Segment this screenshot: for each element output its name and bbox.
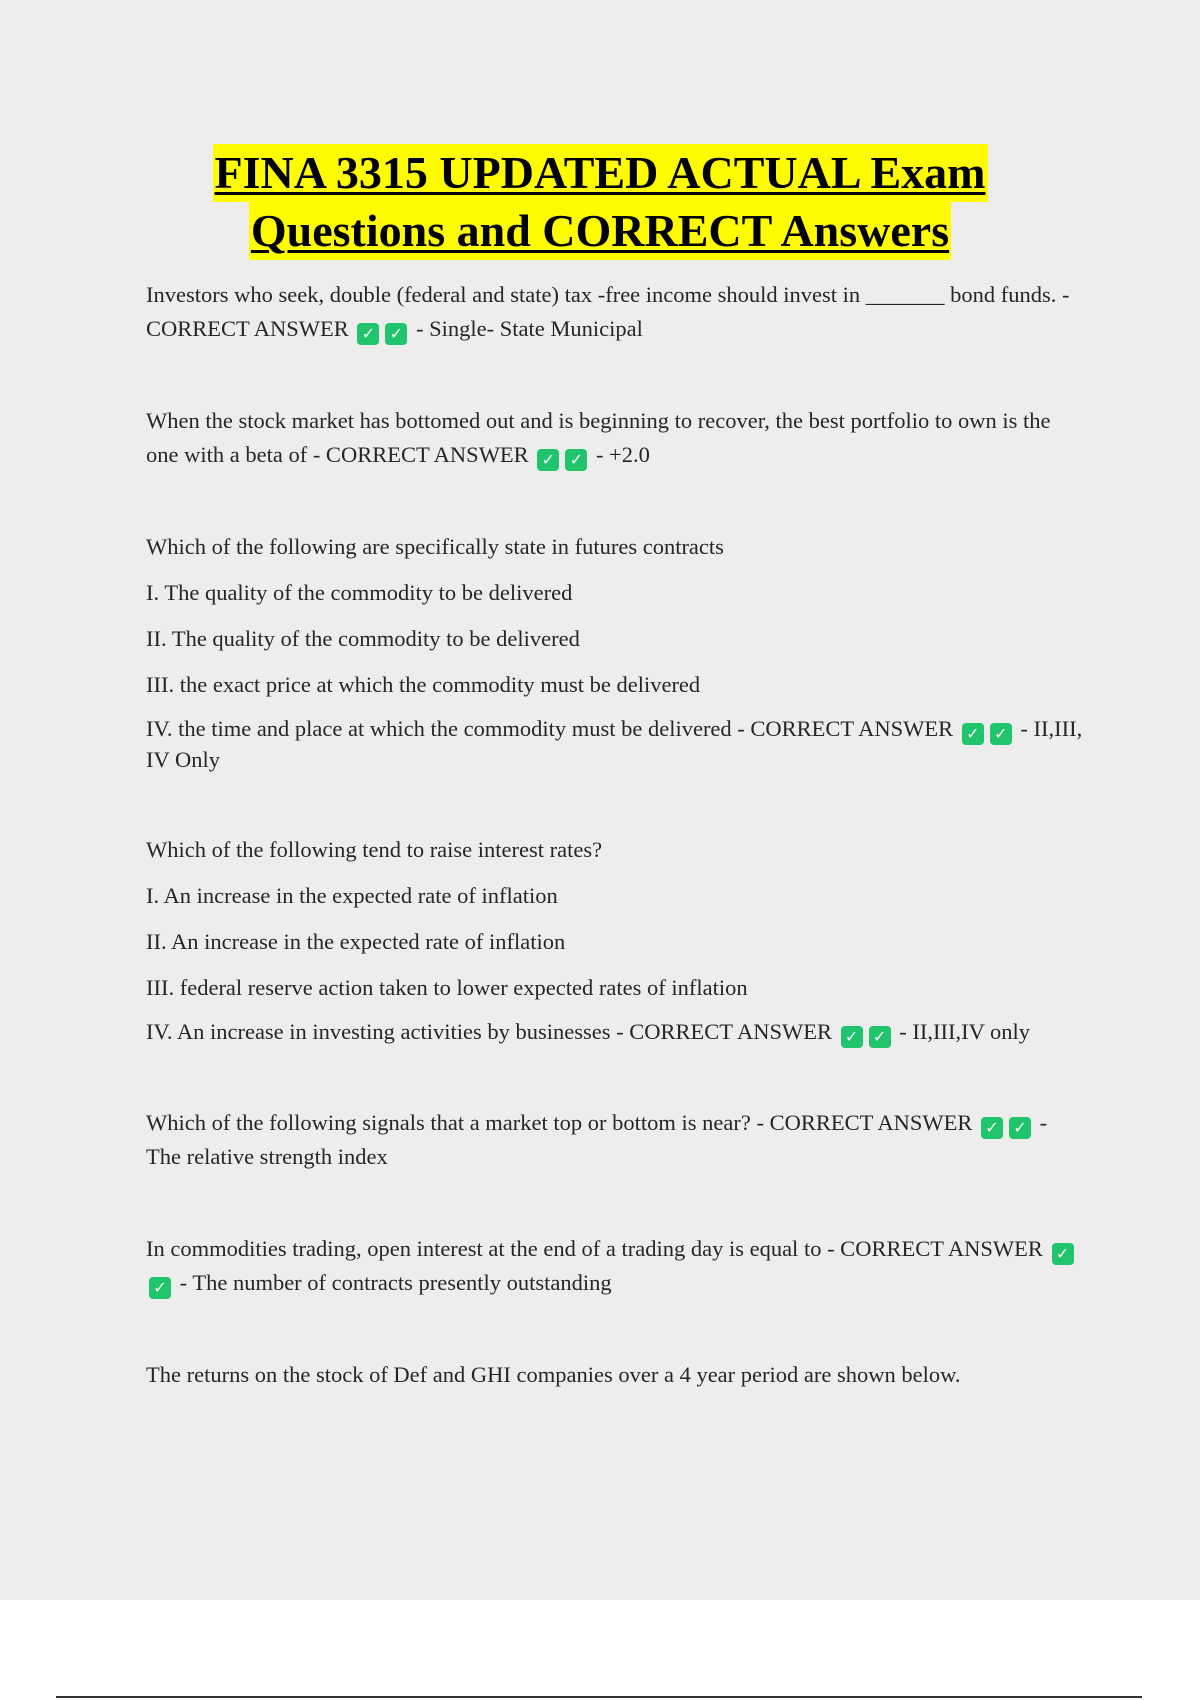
question-text: When the stock market has bottomed out and is beginning to recover, the best portfolio to own is the one with a beta of - CORRECT ANSWER	[146, 408, 1051, 467]
qa-item	[146, 1106, 1086, 1174]
option-text-with-answer	[146, 1017, 1086, 1048]
next-page-area	[0, 1600, 1200, 1700]
check-mark-icon: ✓	[385, 323, 407, 345]
title-line-2: Questions and CORRECT Answers	[249, 202, 951, 260]
check-mark-icon: ✓	[1009, 1117, 1031, 1139]
qa-text	[146, 278, 1086, 346]
option-text: III. federal reserve action taken to lower expected rates of inflation	[146, 975, 748, 1000]
answer-text: - II,III, IV Only	[146, 716, 1083, 772]
check-mark-icon: ✓	[537, 449, 559, 471]
question-text: In commodities trading, open interest at the end of a trading day is equal to - CORRECT ANSWER	[146, 1236, 1043, 1261]
check-mark-icon: ✓	[869, 1026, 891, 1048]
qa-content	[146, 278, 1086, 1450]
answer-text: - II,III,IV only	[899, 1019, 1031, 1044]
qa-item	[146, 1358, 1086, 1392]
option-text: II. The quality of the commodity to be delivered	[146, 626, 580, 651]
question-text: Investors who seek, double (federal and state) tax -free income should invest in _______ bond funds. - CORRECT ANSWER	[146, 282, 1070, 341]
answer-text: - The number of contracts presently outstanding	[179, 1270, 612, 1295]
document-title	[0, 144, 1200, 260]
question-text: Which of the following are specifically state in futures contracts	[146, 534, 724, 559]
question-text: The returns on the stock of Def and GHI companies over a 4 year period are shown below.	[146, 1362, 961, 1387]
option-text-with-answer	[146, 714, 1086, 775]
qa-item	[146, 1232, 1086, 1300]
answer-text: - +2.0	[595, 442, 650, 467]
qa-item	[146, 833, 1086, 1048]
question-text: Which of the following signals that a market top or bottom is near? - CORRECT ANSWER	[146, 1110, 973, 1135]
answer-text: - Single- State Municipal	[416, 316, 643, 341]
qa-text	[146, 1232, 1086, 1300]
title-line-1: FINA 3315 UPDATED ACTUAL Exam	[213, 144, 988, 202]
check-mark-icon: ✓	[962, 723, 984, 745]
check-mark-icon: ✓	[841, 1026, 863, 1048]
check-mark-icon: ✓	[981, 1117, 1003, 1139]
option-text: IV. the time and place at which the commodity must be delivered - CORRECT ANSWER	[146, 716, 954, 741]
option-text: IV. An increase in investing activities by businesses - CORRECT ANSWER	[146, 1019, 832, 1044]
page-divider	[56, 1696, 1142, 1698]
check-mark-icon: ✓	[990, 723, 1012, 745]
option-text: III. the exact price at which the commodity must be delivered	[146, 672, 701, 697]
option-text: II. An increase in the expected rate of inflation	[146, 929, 566, 954]
option-text: I. The quality of the commodity to be delivered	[146, 580, 573, 605]
question-text: Which of the following tend to raise interest rates?	[146, 837, 603, 862]
option-text: I. An increase in the expected rate of inflation	[146, 883, 558, 908]
check-mark-icon: ✓	[565, 449, 587, 471]
qa-item	[146, 278, 1086, 346]
check-mark-icon: ✓	[357, 323, 379, 345]
qa-item	[146, 404, 1086, 472]
qa-item	[146, 530, 1086, 775]
qa-text	[146, 1106, 1086, 1174]
check-mark-icon: ✓	[1052, 1243, 1074, 1265]
qa-text	[146, 404, 1086, 472]
check-mark-icon: ✓	[149, 1277, 171, 1299]
answer-text: - The relative strength index	[146, 1110, 1048, 1169]
